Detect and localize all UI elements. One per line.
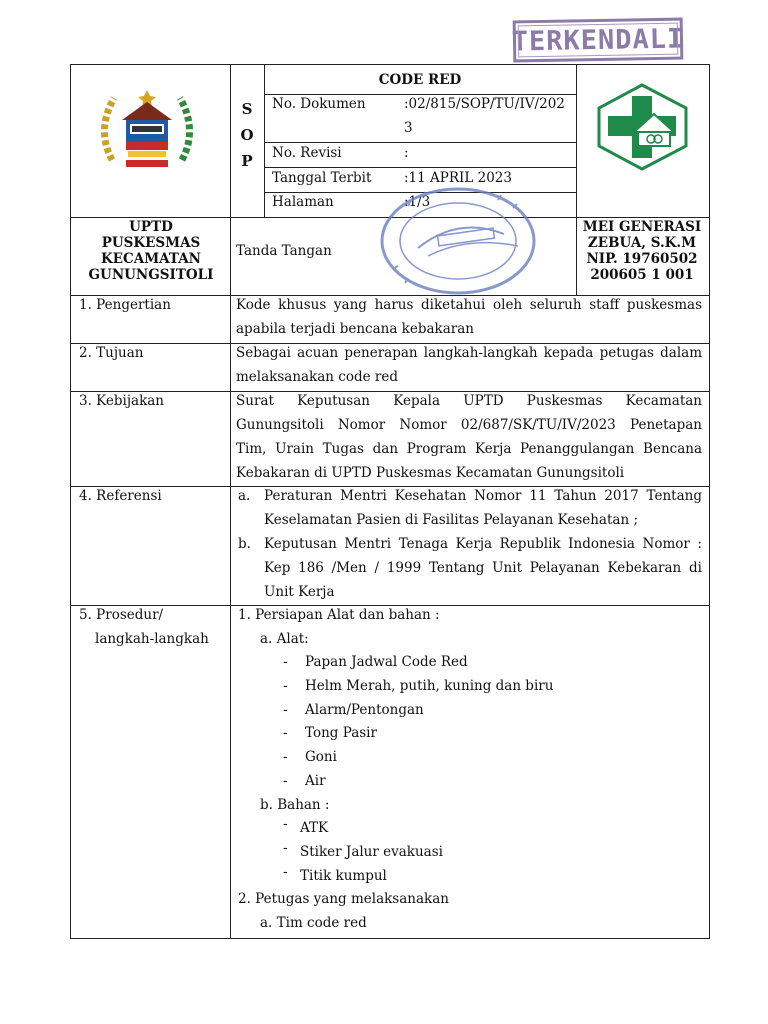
prosedur-label-line-1: 5. Prosedur/ bbox=[79, 607, 164, 623]
alat-item: Tong Pasir bbox=[305, 725, 377, 741]
halaman-value: :1/3 bbox=[404, 194, 431, 210]
signer-line-3: NIP. 19760502 bbox=[586, 251, 698, 267]
pengertian-label: 1. Pengertian bbox=[79, 297, 171, 313]
pengertian-line-2: apabila terjadi bencana kebakaran bbox=[236, 321, 474, 337]
tujuan-label: 2. Tujuan bbox=[79, 345, 144, 361]
alat-item: Air bbox=[305, 773, 326, 789]
org-name-line-4: GUNUNGSITOLI bbox=[88, 267, 214, 283]
pengertian-line-1: Kode khusus yang harus diketahui oleh seluruh staff puskesmas bbox=[236, 297, 702, 313]
alat-bullet: - bbox=[283, 749, 288, 765]
alat-bullet: - bbox=[283, 678, 288, 694]
org-name-line-2: PUSKESMAS bbox=[101, 235, 201, 251]
no-dokumen-value-cont: 3 bbox=[404, 120, 413, 136]
sop-letter-p: P bbox=[241, 152, 253, 170]
referensi-a-line-1: Peraturan Mentri Kesehatan Nomor 11 Tahun 2017 Tentang bbox=[264, 488, 702, 504]
bahan-item: ATK bbox=[300, 820, 329, 836]
bahan-bullet: - bbox=[283, 840, 288, 856]
signer-line-4: 200605 1 001 bbox=[590, 267, 694, 283]
official-round-stamp-icon bbox=[378, 186, 538, 296]
puskesmas-logo-icon bbox=[594, 82, 691, 172]
alat-bullet: - bbox=[283, 654, 288, 670]
halaman-label: Halaman bbox=[272, 194, 334, 210]
bahan-label: b. Bahan : bbox=[260, 797, 330, 813]
prosedur-step-1: 1. Persiapan Alat dan bahan : bbox=[238, 607, 440, 623]
no-revisi-label: No. Revisi bbox=[272, 145, 342, 161]
signer-line-1: MEI GENERASI bbox=[582, 219, 702, 235]
kota-gunungsitoli-logo-icon bbox=[92, 80, 202, 175]
bahan-item: Titik kumpul bbox=[300, 868, 387, 884]
terkendali-stamp-text: TERKENDALI bbox=[511, 22, 685, 58]
alat-item: Alarm/Pentongan bbox=[305, 702, 424, 718]
no-dokumen-label: No. Dokumen bbox=[272, 96, 366, 112]
document-title: CODE RED bbox=[378, 72, 462, 88]
referensi-marker-b: b. bbox=[238, 536, 251, 552]
alat-bullet: - bbox=[283, 725, 288, 741]
kebijakan-line-1: Surat Keputusan Kepala UPTD Puskesmas Kecamatan bbox=[236, 393, 702, 409]
referensi-label: 4. Referensi bbox=[79, 488, 162, 504]
divider-label-column bbox=[230, 64, 231, 939]
referensi-b-line-2: Kep 186 /Men / 1999 Tentang Unit Pelayanan Kebekaran di bbox=[264, 560, 702, 576]
kebijakan-line-3: Tim, Urain Tugas dan Program Kerja Penanggulangan Bencana bbox=[236, 441, 702, 457]
alat-bullet: - bbox=[283, 773, 288, 789]
bahan-item: Stiker Jalur evakuasi bbox=[300, 844, 443, 860]
sop-letter-s: S bbox=[241, 100, 253, 118]
kebijakan-line-2: Gunungsitoli Nomor Nomor 02/687/SK/TU/IV/2023 Penetapan bbox=[236, 417, 702, 433]
alat-item: Goni bbox=[305, 749, 337, 765]
org-name-line-3: KECAMATAN bbox=[100, 251, 202, 267]
referensi-marker-a: a. bbox=[238, 488, 251, 504]
signature-label: Tanda Tangan bbox=[236, 243, 332, 259]
tujuan-line-1: Sebagai acuan penerapan langkah-langkah kepada petugas dalam bbox=[236, 345, 702, 361]
prosedur-label-line-2: langkah-langkah bbox=[95, 631, 209, 647]
alat-label: a. Alat: bbox=[260, 631, 309, 647]
alat-bullet: - bbox=[283, 702, 288, 718]
alat-item: Papan Jadwal Code Red bbox=[305, 654, 468, 670]
kebijakan-line-4: Kebakaran di UPTD Puskesmas Kecamatan Gunungsitoli bbox=[236, 465, 625, 481]
tujuan-line-2: melaksanakan code red bbox=[236, 369, 398, 385]
prosedur-step-2: 2. Petugas yang melaksanakan bbox=[238, 891, 449, 907]
org-name-line-1: UPTD bbox=[129, 219, 173, 235]
signer-line-2: ZEBUA, S.K.M bbox=[587, 235, 697, 251]
bahan-bullet: - bbox=[283, 864, 288, 880]
referensi-b-line-1: Keputusan Mentri Tenaga Kerja Republik Indonesia Nomor : bbox=[264, 536, 702, 552]
tanggal-terbit-value: :11 APRIL 2023 bbox=[404, 170, 512, 186]
terkendali-stamp bbox=[513, 18, 684, 63]
no-revisi-value: : bbox=[404, 145, 409, 161]
kebijakan-label: 3. Kebijakan bbox=[79, 393, 165, 409]
no-dokumen-value: :02/815/SOP/TU/IV/202 bbox=[404, 96, 565, 112]
alat-item: Helm Merah, putih, kuning dan biru bbox=[305, 678, 554, 694]
prosedur-step-2a: a. Tim code red bbox=[260, 915, 367, 931]
bahan-bullet: - bbox=[283, 816, 288, 832]
referensi-a-line-2: Keselamatan Pasien di Fasilitas Pelayanan Kesehatan ; bbox=[264, 512, 638, 528]
referensi-b-line-3: Unit Kerja bbox=[264, 584, 335, 600]
tanggal-terbit-label: Tanggal Terbit bbox=[272, 170, 372, 186]
sop-letter-o: O bbox=[240, 126, 254, 144]
